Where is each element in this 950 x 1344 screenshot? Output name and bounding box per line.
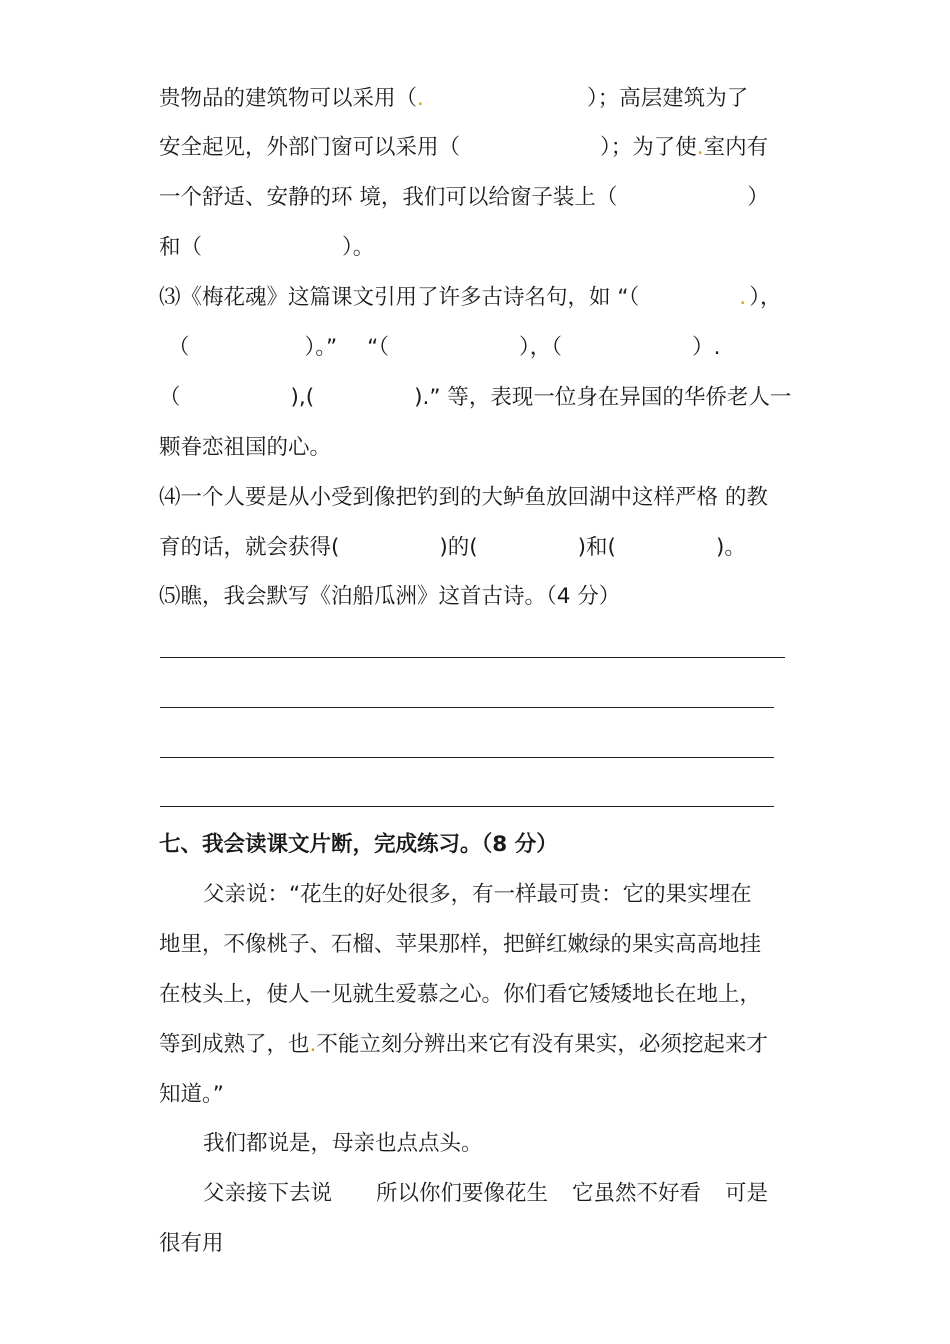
passage-line: 很有用 (159, 1231, 224, 1256)
passage-line: 地里，不像桃子、石榴、苹果那样，把鲜红嫩绿的果实高高地挂 (159, 932, 762, 957)
text-line: （ ）。” “（ ），（ ）. (168, 335, 721, 360)
text-line: 一个舒适、安静的环 境，我们可以给窗子装上（ ） (159, 185, 769, 210)
question-item-4: ⑷一个人要是从小受到像把钓到的大鲈鱼放回湖中这样严格 的教 (159, 485, 768, 510)
writing-line[interactable] (160, 757, 774, 758)
passage-line: 我们都说是，母亲也点点头。 (203, 1131, 483, 1156)
text-line: （ ),( ).” 等，表现一位身在异国的华侨老人一 (159, 385, 792, 410)
answer-blank[interactable]: . (739, 285, 747, 310)
passage-line: 知道。” (159, 1082, 224, 1107)
writing-line[interactable] (160, 657, 785, 658)
answer-blank[interactable]: . (417, 86, 424, 111)
question-item-5: ⑸瞧，我会默写《泊船瓜洲》这首古诗。（4 分） (159, 584, 621, 609)
text-line: 安全起见，外部门窗可以采用（ ）；为了使.室内有 (159, 135, 769, 160)
writing-line[interactable] (160, 806, 774, 807)
question-item-3: ⑶《梅花魂》这篇课文引用了许多古诗名句，如 “（ . ）， (159, 283, 782, 313)
section-heading: 七、我会读课文片断，完成练习。（8 分） (159, 832, 558, 857)
passage-line: 父亲说：“花生的好处很多，有一样最可贵：它的果实埋在 (203, 882, 752, 907)
passage-line: 等到成熟了，也.不能立刻分辨出来它有没有果实，必须挖起来才 (159, 1032, 768, 1057)
text-line: 和（ ）。 (159, 235, 375, 260)
text-line: 贵物品的建筑物可以采用（. ）；高层建筑为了 (159, 84, 748, 114)
text-line: 育的话，就会获得( )的( )和( )。 (159, 535, 746, 560)
writing-line[interactable] (160, 707, 774, 708)
text-line: 颗眷恋祖国的心。 (159, 435, 332, 460)
passage-line: 在枝头上，使人一见就生爱慕之心。你们看它矮矮地长在地上， (159, 982, 762, 1007)
passage-line: 父亲接下去说 所以你们要像花生 它虽然不好看 可是 (203, 1181, 769, 1206)
